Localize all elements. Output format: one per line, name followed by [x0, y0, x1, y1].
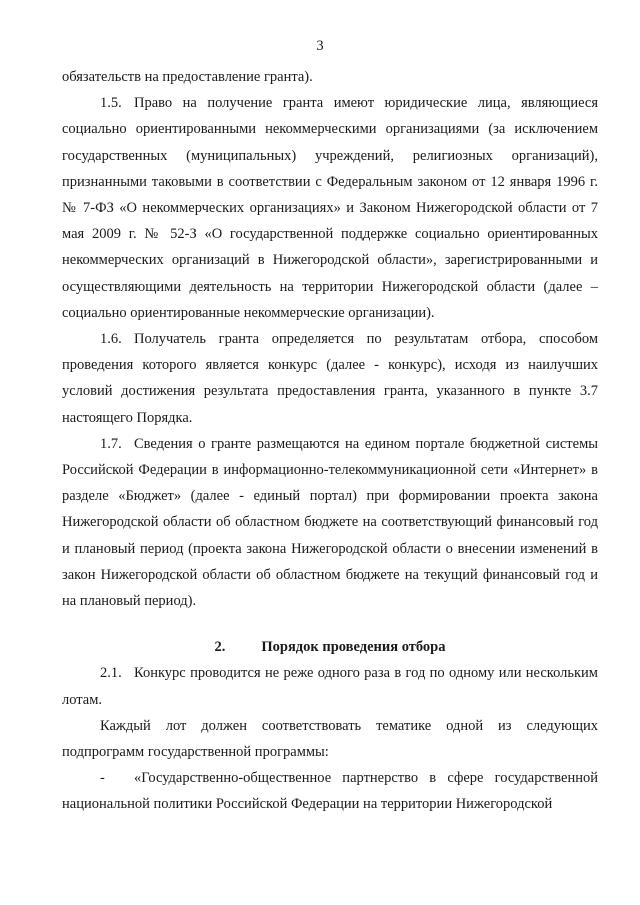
paragraph-number: 1.6. — [100, 331, 122, 348]
section-number: 2. — [214, 639, 226, 656]
list-item-text: «Государственно-общественное партнерство в сфере государственной национальной политики Российской Федерации на территории Нижегородской — [62, 770, 598, 813]
list-dash: - — [100, 770, 105, 787]
paragraph-number: 1.7. — [100, 435, 122, 452]
paragraph-number: 1.5. — [100, 95, 122, 112]
section-title: Порядок проведения отбора — [261, 639, 446, 656]
paragraph-2-1 — [62, 660, 598, 712]
paragraph-text: Право на получение гранта имеют юридические лица, являющиеся социально ориентированными некоммерческими организациями (за исключением государственных (муниципальных) учреждений, религиозных организаций), признанными таковыми в соответствии с Федеральным законом от 12 января 1996 г. № 7-ФЗ «О некоммерческих организациях» и Законом Нижегородской области от 7 мая 2009 г. № 52-З «О государственной поддержке социально ориентированных некоммерческих организаций в Нижегородской области», зарегистрированными и осуществляющими деятельность на территории Нижегородской области (далее – социально ориентированные некоммерческие организации). — [62, 95, 598, 321]
list-item — [62, 765, 598, 817]
section-heading — [62, 634, 598, 660]
paragraph-text: Получатель гранта определяется по результатам отбора, способом проведения которого является конкурс (далее - конкурс), исходя из наилучших условий достижения результата предоставления гранта, указанного в пункте 3.7 настоящего Порядка. — [62, 331, 598, 426]
paragraph-text: Конкурс проводится не реже одного раза в год по одному или нескольким лотам. — [62, 665, 598, 708]
paragraph-1-7 — [62, 431, 598, 614]
paragraph-continuation: обязательств на предоставление гранта). — [62, 69, 313, 85]
document-body — [62, 64, 598, 818]
paragraph-lot: Каждый лот должен соответствовать тематике одной из следующих подпрограмм государственной программы: — [62, 717, 598, 761]
paragraph-1-6 — [62, 326, 598, 431]
paragraph-text: Сведения о гранте размещаются на едином портале бюджетной системы Российской Федерации в информационно-телекоммуникационной сети «Интернет» в разделе «Бюджет» (далее - единый портал) при формировании проекта закона Нижегородской области об областном бюджете на соответствующий финансовый год и плановый период (проекта закона Нижегородской области о внесении изменений в закон Нижегородской области об областном бюджете на текущий финансовый год и на плановый период). — [62, 435, 598, 610]
paragraph-number: 2.1. — [100, 665, 122, 682]
paragraph-1-5 — [62, 90, 598, 326]
page-number: 3 — [316, 38, 324, 54]
